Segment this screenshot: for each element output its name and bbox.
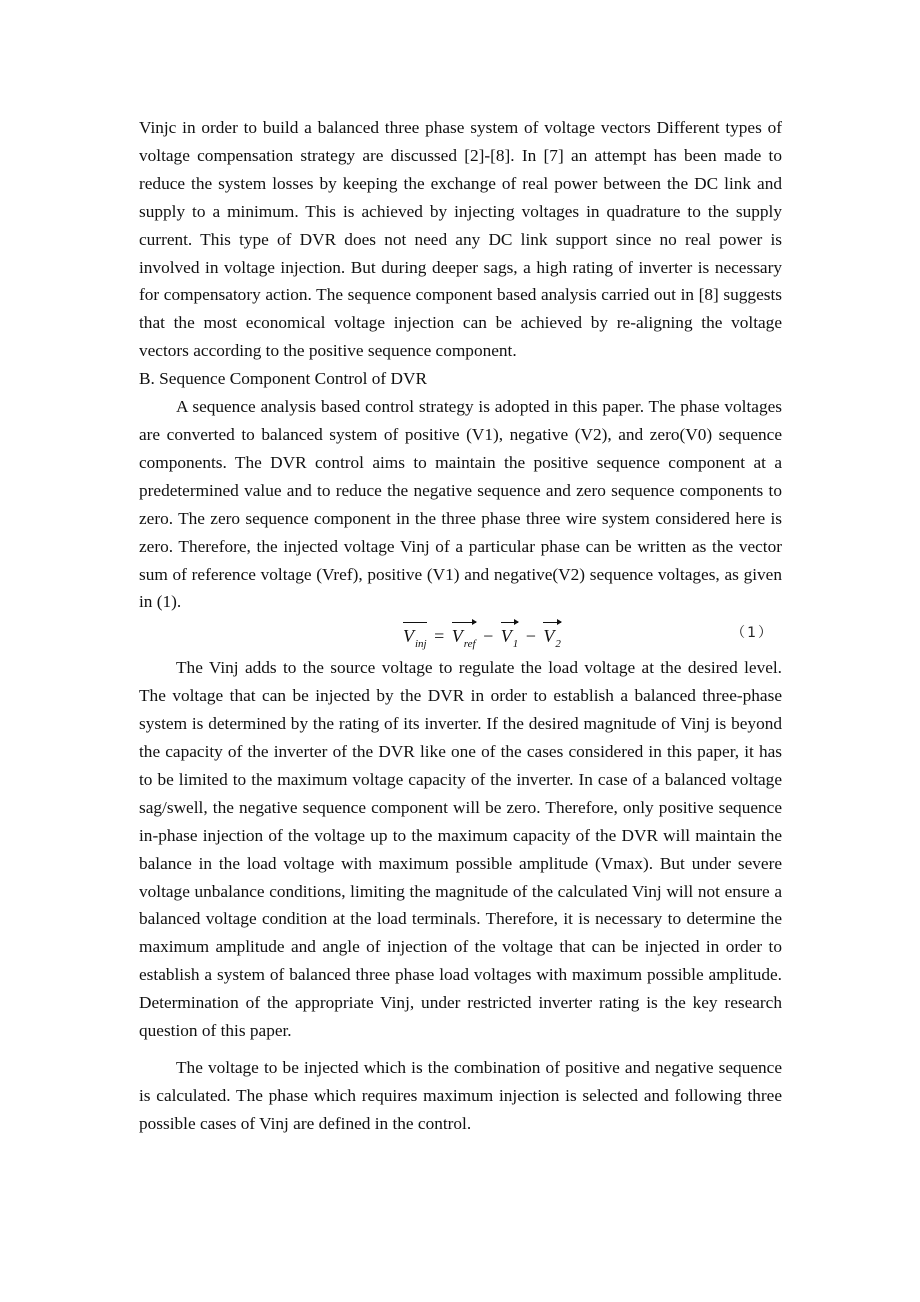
eq-subscript-2: 2 — [555, 638, 561, 651]
eq-subscript-1: 1 — [512, 638, 519, 651]
equation-number: （1） — [731, 625, 774, 642]
paragraph-sequence-control: A sequence analysis based control strategy is adopted in this paper. The phase voltages are converted to balanced system of positive (V1), negative (V2), and zero(V0) sequence components. The DVR control aims to maintain the positive sequence component at a predetermined value and to reduce the negative sequence and zero sequence components to zero. The zero sequence component in the three phase three wire system considered here is zero. Therefore, the injected voltage Vinj of a particular phase can be written as the vector sum of reference voltage (Vref), positive (V1) and negative(V2) sequence voltages, as given in (1). — [139, 397, 782, 612]
eq-symbol-v: V — [403, 626, 414, 647]
eq-equals: = — [434, 626, 445, 647]
eq-minus: − — [525, 626, 536, 647]
equation-1 — [139, 618, 782, 654]
equation-expression — [403, 621, 561, 650]
paragraph-intro: Vinjc in order to build a balanced three phase system of voltage vectors Different types of voltage compensation strategy are discussed [2]-[8]. In [7] an attempt has been made to reduce the system losses by keeping the exchange of real power between the DC link and supply to a minimum. This is achieved by injecting voltages in quadrature to the supply current. This type of DVR does not need any DC link support since no real power is involved in voltage injection. But during deeper sags, a high rating of inverter is necessary for compensatory action. The sequence component based analysis carried out in [8] suggests that the most economical voltage injection can be achieved by re-aligning the voltage vectors according to the positive sequence component. — [139, 118, 782, 361]
vector-v-2 — [543, 621, 561, 650]
page-body — [139, 114, 782, 1138]
vector-v-inj — [403, 621, 427, 650]
eq-minus: − — [483, 626, 494, 647]
eq-symbol-v: V — [500, 626, 512, 647]
paragraph-vinj: The Vinj adds to the source voltage to regulate the load voltage at the desired level. The voltage that can be injected by the DVR in order to establish a balanced three-phase system is determined by the rating of its inverter. If the desired magnitude of Vinj is beyond the capacity of the inverter of the DVR like one of the cases considered in this paper, it has to be limited to the maximum voltage capacity of the inverter. In case of a balanced voltage sag/swell, the negative sequence component will be zero. Therefore, only positive sequence in-phase injection of the voltage up to the maximum capacity of the DVR will maintain the balance in the load voltage with maximum possible amplitude (Vmax). But under severe voltage unbalance conditions, limiting the magnitude of the calculated Vinj will not ensure a balanced voltage condition at the load terminals. Therefore, it is necessary to determine the maximum amplitude and angle of injection of the voltage that can be injected in order to establish a system of balanced three phase load voltages with maximum possible amplitude. Determination of the appropriate Vinj, under restricted inverter rating is the key research question of this paper. — [139, 658, 782, 1041]
eq-subscript-ref: ref — [463, 638, 476, 651]
eq-subscript-inj: inj — [415, 638, 427, 651]
eq-symbol-v: V — [543, 626, 555, 647]
section-heading: B. Sequence Component Control of DVR — [139, 369, 427, 389]
paragraph-injection-cases: The voltage to be injected which is the combination of positive and negative sequence is calculated. The phase which requires maximum injection is selected and following three possible cases of Vinj are defined in the control. — [139, 1058, 782, 1133]
vector-v-ref — [452, 621, 476, 650]
vector-v-1 — [501, 621, 519, 650]
eq-symbol-v: V — [451, 626, 463, 647]
